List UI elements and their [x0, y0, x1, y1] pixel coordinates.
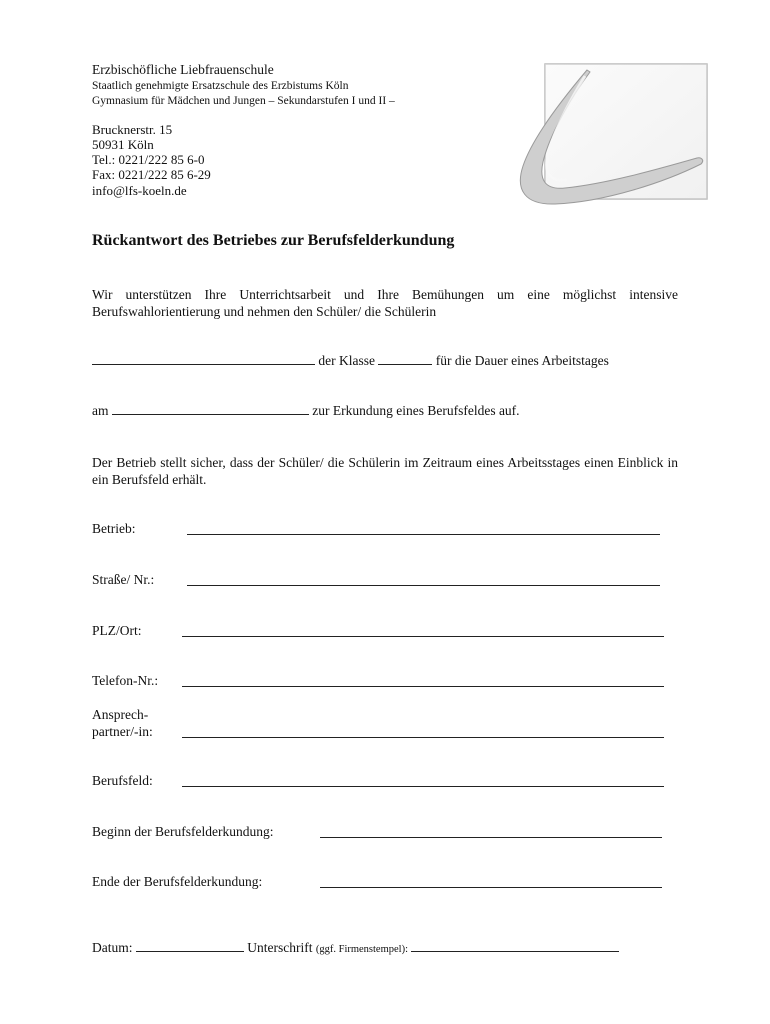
address-email: info@lfs-koeln.de: [92, 183, 187, 198]
school-logo-icon: [515, 62, 713, 212]
assurance-paragraph: Der Betrieb stellt sicher, dass der Schüler/ die Schülerin im Zeitraum eines Arbeitsstages einen Einblick in ein Berufsfeld erhält.: [92, 455, 678, 487]
ansprech-label-1: Ansprech-: [92, 707, 149, 722]
ende-field[interactable]: [320, 887, 662, 888]
school-name: Erzbischöfliche Liebfrauenschule: [92, 62, 274, 77]
unterschrift-label: Unterschrift: [247, 940, 313, 955]
berufsfeld-field[interactable]: [182, 786, 664, 787]
document-title: Rückantwort des Betriebes zur Berufsfelderkundung: [92, 232, 455, 249]
class-label: der Klasse: [318, 353, 375, 368]
strasse-label: Straße/ Nr.:: [92, 572, 155, 587]
unterschrift-field[interactable]: [411, 939, 619, 952]
student-class-line: [92, 352, 609, 369]
student-name-line[interactable]: [92, 352, 315, 365]
datum-label: Datum:: [92, 940, 133, 955]
intro-paragraph: Wir unterstützen Ihre Unterrichtsarbeit und Ihre Bemühungen um eine möglichst intensive Berufswahlorientierung und nehmen den Schüler/ die Schülerin: [92, 287, 678, 319]
telefon-label: Telefon-Nr.:: [92, 673, 159, 688]
plz-field[interactable]: [182, 636, 664, 637]
school-subtitle: Staatlich genehmigte Ersatzschule des Erzbistums Köln: [92, 80, 349, 92]
purpose-label: zur Erkundung eines Berufsfeldes auf.: [312, 403, 520, 418]
school-type: Gymnasium für Mädchen und Jungen – Sekundarstufen I und II –: [92, 95, 395, 107]
signature-line: [92, 939, 619, 958]
plz-label: PLZ/Ort:: [92, 623, 142, 638]
betrieb-field[interactable]: [187, 534, 660, 535]
am-label: am: [92, 403, 109, 418]
stempel-label: (ggf. Firmenstempel):: [315, 944, 409, 955]
duration-label: für die Dauer eines Arbeitstages: [435, 353, 609, 368]
ansprech-label-2: partner/-in:: [92, 724, 153, 739]
class-line[interactable]: [378, 352, 432, 365]
datum-field[interactable]: [136, 939, 244, 952]
address-tel: Tel.: 0221/222 85 6-0: [92, 152, 205, 167]
betrieb-label: Betrieb:: [92, 521, 136, 536]
strasse-field[interactable]: [187, 585, 660, 586]
address-fax: Fax: 0221/222 85 6-29: [92, 167, 211, 182]
address-street: Brucknerstr. 15: [92, 122, 173, 137]
address-city: 50931 Köln: [92, 137, 154, 152]
beginn-label: Beginn der Berufsfelderkundung:: [92, 824, 274, 839]
beginn-field[interactable]: [320, 837, 662, 838]
ende-label: Ende der Berufsfelderkundung:: [92, 874, 263, 889]
date-line: [92, 402, 520, 419]
telefon-field[interactable]: [182, 686, 664, 687]
ansprechpartner-field[interactable]: [182, 737, 664, 738]
berufsfeld-label: Berufsfeld:: [92, 773, 153, 788]
date-range-line[interactable]: [112, 402, 309, 415]
